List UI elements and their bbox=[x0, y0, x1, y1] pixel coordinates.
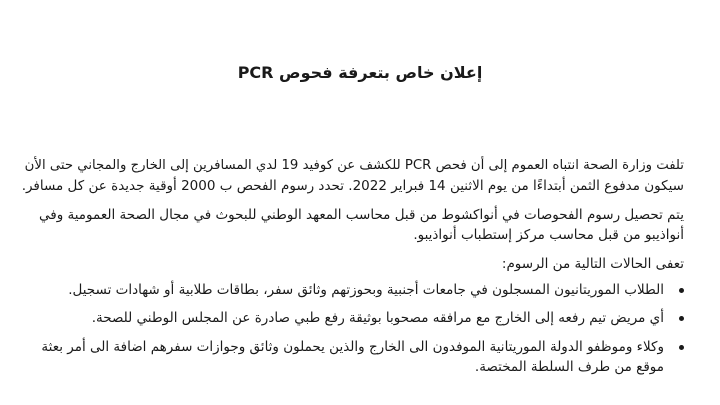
paragraph-1-line-1: تلفت وزارة الصحة انتباه العموم إلى أن فحص PCR للكشف عن كوفيد 19 لدي المسافرين إلى الخارج والمجاني حتى الأن bbox=[24, 158, 684, 173]
bullet-1-dot bbox=[679, 288, 684, 293]
bullet-3-line-2: موقع من طرف السلطة المختصة. bbox=[474, 359, 664, 375]
bullet-2-dot bbox=[679, 316, 684, 321]
exemptions-heading: تعفى الحالات التالية من الرسوم: bbox=[501, 256, 684, 272]
bullet-3-line-1: وكلاء وموظفو الدولة الموريتانية الموفدون الى الخارج والذين يحملون وثائق وجوازات سفرهم اضافة الى أمر بعثة bbox=[41, 339, 664, 355]
document-title: إعلان خاص بتعرفة فحوص PCR bbox=[237, 63, 483, 82]
paragraph-2-line-1: يتم تحصيل رسوم الفحوصات في أنواكشوط من قبل محاسب المعهد الوطني للبحوث في مجال الصحة العمومية وفي bbox=[38, 207, 684, 223]
bullet-3-dot bbox=[679, 345, 684, 350]
paragraph-2-line-2: أنواذيبو من قبل محاسب مركز إستطباب أنواذيبو. bbox=[413, 227, 684, 243]
bullet-1-line-1: الطلاب الموريتانيون المسجلون في جامعات أجنبية وبحوزتهم وثائق سفر، بطاقات طلابية أو شهادات تسجيل. bbox=[68, 282, 664, 298]
paragraph-1-line-2: سيكون مدفوع الثمن أبتداءًا من يوم الاثنين 14 فبراير 2022. تحدد رسوم الفحص ب 2000 أوقية جديدة عن كل مسافر. bbox=[21, 178, 684, 194]
bullet-2-line-1: أي مريض تيم رفعه إلى الخارج مع مرافقه مصحوبا بوثيقة رفع طبي صادرة عن المجلس الوطني للصحة. bbox=[91, 310, 664, 326]
